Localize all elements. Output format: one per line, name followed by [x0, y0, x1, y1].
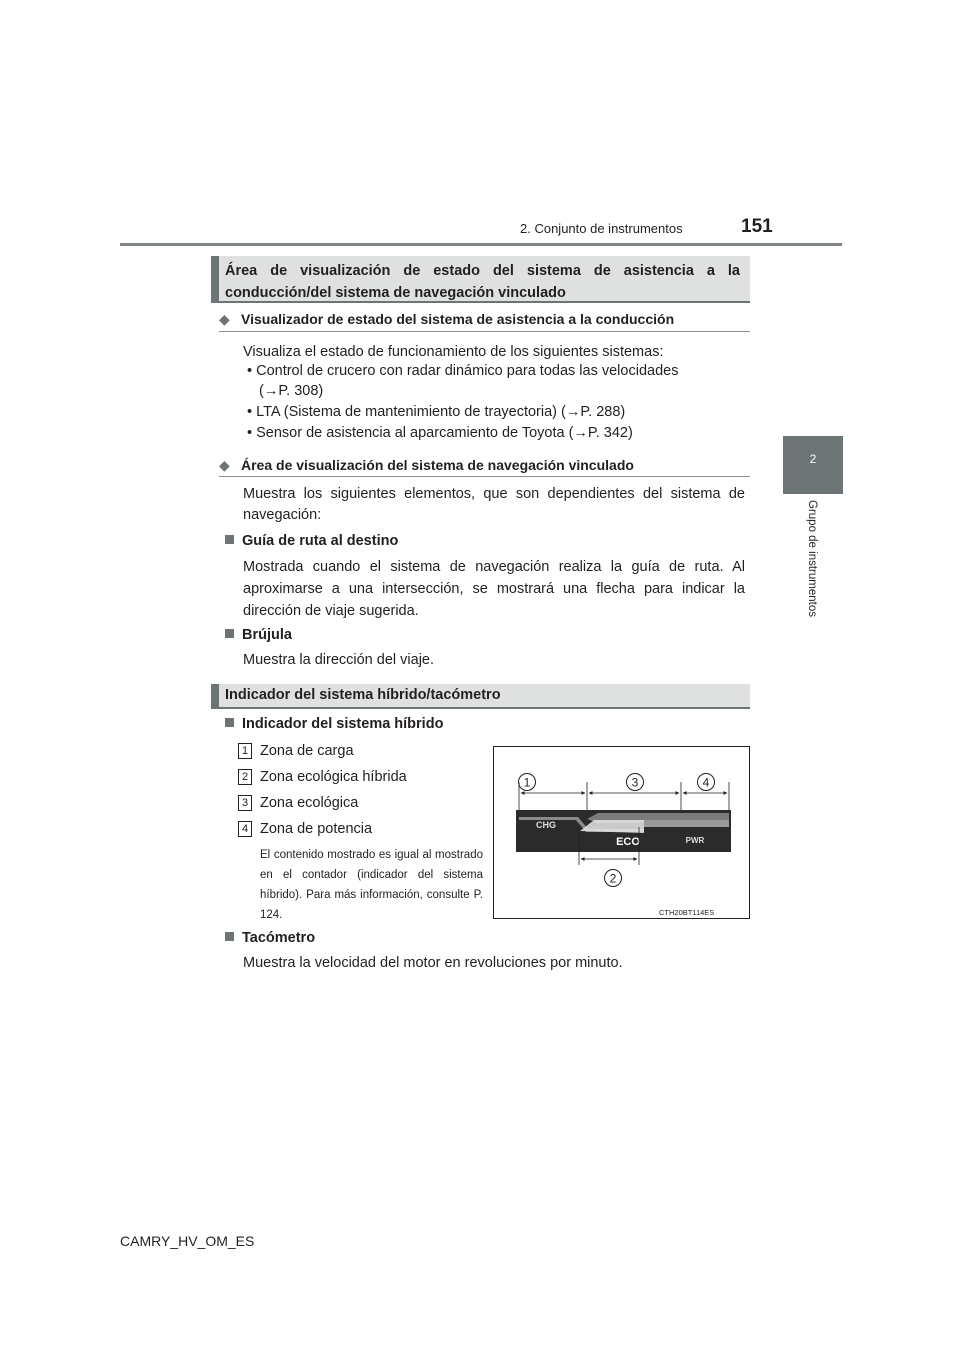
- zone-item-eco: 3 Zona ecológica: [238, 793, 488, 814]
- diamond-bullet-icon: ◆: [219, 457, 230, 473]
- paragraph-nav-intro: Muestra los siguientes elementos, que son dependientes del sistema de navegación:: [243, 486, 745, 523]
- figure-code: CTH20BT114ES: [659, 908, 715, 917]
- zone-item-power: 4 Zona de potencia: [238, 819, 488, 840]
- zone-item-hybrid-eco: 2 Zona ecológica híbrida: [238, 767, 488, 788]
- page-number: 151: [741, 216, 773, 237]
- list-item-lta: • LTA (Sistema de mantenimiento de trayectoria) (→P. 288): [247, 404, 626, 420]
- list-item-parking-sensor: • Sensor de asistencia al aparcamiento de Toyota (→P. 342): [247, 425, 633, 441]
- subheading-driving-assist-status: [219, 309, 750, 329]
- hybrid-indicator-diagram: [494, 747, 749, 918]
- subheading-text: Visualizador de estado del sistema de asistencia a la conducción: [241, 311, 675, 327]
- bullet-heading-route-guidance: Guía de ruta al destino: [225, 531, 750, 551]
- zone-item-charge: 1 Zona de carga: [238, 741, 488, 762]
- diamond-bullet-icon: ◆: [219, 311, 230, 327]
- square-bullet-icon: [225, 718, 234, 727]
- square-bullet-icon: [225, 535, 234, 544]
- paragraph-tachometer: Muestra la velocidad del motor en revoluciones por minuto.: [243, 955, 623, 971]
- eco-label: ECO: [616, 836, 640, 848]
- chapter-tab-label: Grupo de instrumentos: [806, 500, 818, 617]
- zone-number-badge: 3: [238, 795, 252, 811]
- section-heading-hybrid-tach: Indicador del sistema híbrido/tacómetro: [211, 684, 750, 709]
- list-item-cruise-control: • Control de crucero con radar dinámico para todas las velocidades: [247, 363, 679, 379]
- zone-number-badge: 2: [238, 769, 252, 785]
- subheading-rule: [219, 476, 750, 477]
- square-bullet-icon: [225, 932, 234, 941]
- callout-1-label: 1: [523, 775, 531, 790]
- callout-3-label: 3: [631, 775, 639, 790]
- running-header-section: 2. Conjunto de instrumentos: [520, 221, 683, 236]
- square-bullet-icon: [225, 629, 234, 638]
- paragraph-compass: Muestra la dirección del viaje.: [243, 652, 435, 668]
- bullet-heading-tachometer: Tacómetro: [225, 928, 750, 948]
- hybrid-indicator-figure: [493, 746, 750, 919]
- subheading-navigation-area: [219, 455, 750, 475]
- bullet-heading-compass: Brújula: [225, 625, 750, 645]
- pwr-label: PWR: [685, 836, 705, 845]
- callout-2-label: 2: [609, 871, 617, 886]
- zone-number-badge: 1: [238, 743, 252, 759]
- list-item-cruise-control-ref: (→P. 308): [259, 383, 324, 399]
- subheading-rule: [219, 331, 750, 332]
- paragraph-route-guidance: Mostrada cuando el sistema de navegación realiza la guía de ruta. Al aproximarse a una intersección, se mostrará una flecha para indicar la dirección de viaje sugerida.: [243, 559, 745, 619]
- subheading-text: Área de visualización del sistema de navegación vinculado: [241, 457, 634, 473]
- paragraph-intro-systems: Visualiza el estado de funcionamiento de los siguientes sistemas:: [243, 344, 664, 360]
- bullet-heading-hybrid-indicator: Indicador del sistema híbrido: [225, 714, 750, 734]
- chg-label: CHG: [536, 820, 556, 830]
- section-heading-driving-assist: Área de visualización de estado del sistema de asistencia a la conducción/del sistema de navegación vinculado: [211, 256, 750, 303]
- callout-4-label: 4: [702, 775, 710, 790]
- header-rule: [120, 243, 842, 246]
- hybrid-indicator-note: El contenido mostrado es igual al mostrado en el contador (indicador del sistema híbrido). Para más información, consulte P. 124.: [260, 849, 483, 921]
- zone-number-badge: 4: [238, 821, 252, 837]
- chapter-tab-number: 2: [809, 452, 817, 466]
- document-code-footer: CAMRY_HV_OM_ES: [120, 1233, 255, 1249]
